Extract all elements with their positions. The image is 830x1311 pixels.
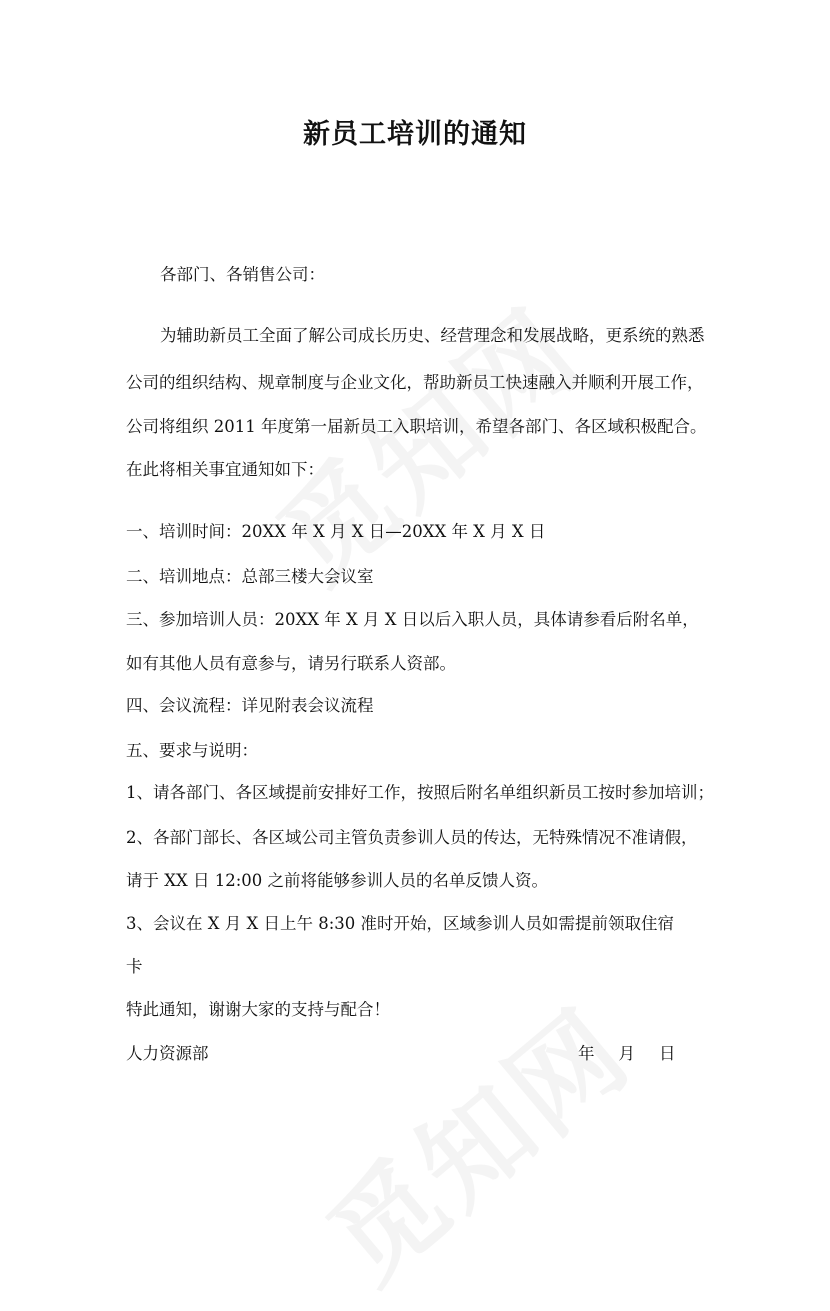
signature: 人力资源部 <box>126 1044 209 1063</box>
date-line <box>578 1040 676 1064</box>
watermark <box>240 267 608 612</box>
intro-line: 为辅助新员工全面了解公司成长历史、经营理念和发展战略，更系统的熟悉 <box>160 326 705 345</box>
item-line: 卡 <box>126 957 143 976</box>
item-line: 二、培训地点：总部三楼大会议室 <box>126 567 374 586</box>
date-year: 年 <box>578 1044 595 1063</box>
intro-line: 公司的组织结构、规章制度与企业文化，帮助新员工快速融入并顺利开展工作， <box>126 373 704 392</box>
page-title: 新员工培训的通知 <box>303 119 527 150</box>
item-line: 3、会议在 X 月 X 日上午 8:30 准时开始，区域参训人员如需提前领取住宿 <box>126 914 675 933</box>
item-line: 五、要求与说明： <box>126 741 258 760</box>
item-line: 请于 XX 日 12:00 之前将能够参训人员的名单反馈人资。 <box>126 871 549 890</box>
item-line: 三、参加培训人员：20XX 年 X 月 X 日以后入职人员，具体请参看后附名单， <box>126 610 699 629</box>
item-line: 1、请各部门、各区域提前安排好工作，按照后附名单组织新员工按时参加培训； <box>126 783 714 802</box>
intro-line: 在此将相关事宜通知如下： <box>126 460 324 479</box>
item-line: 一、培训时间：20XX 年 X 月 X 日—20XX 年 X 月 X 日 <box>126 522 546 541</box>
date-day: 日 <box>659 1044 676 1063</box>
date-month: 月 <box>618 1044 635 1063</box>
item-line: 2、各部门部长、各区域公司主管负责参训人员的传达，无特殊情况不准请假， <box>126 828 698 847</box>
item-line: 如有其他人员有意参与，请另行联系人资部。 <box>126 654 456 673</box>
greeting: 各部门、各销售公司： <box>160 265 325 284</box>
closing-text: 特此通知，谢谢大家的支持与配合！ <box>126 1000 390 1019</box>
item-line: 四、会议流程：详见附表会议流程 <box>126 696 374 715</box>
intro-line: 公司将组织 2011 年度第一届新员工入职培训，希望各部门、各区域积极配合。 <box>126 417 707 436</box>
